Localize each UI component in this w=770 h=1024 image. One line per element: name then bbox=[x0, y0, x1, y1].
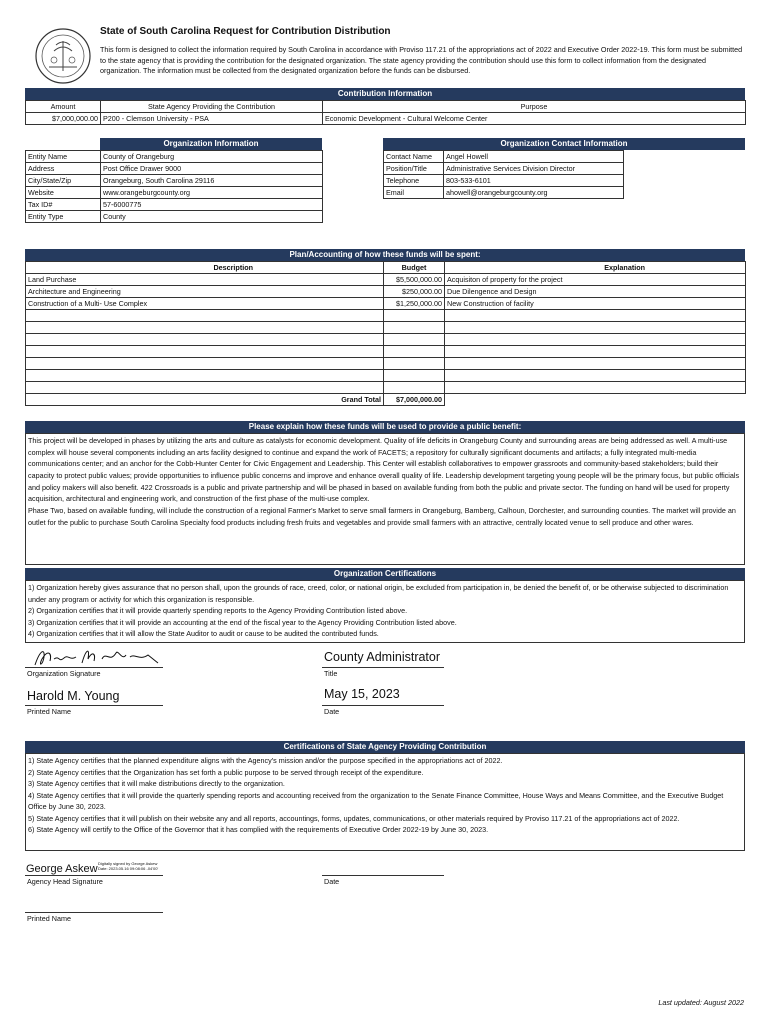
benefit-header: Please explain how these funds will be used to provide a public benefit: bbox=[25, 421, 745, 433]
table-row bbox=[26, 358, 746, 370]
org-value: 57-6000775 bbox=[101, 199, 323, 211]
title-line bbox=[322, 667, 444, 668]
printed-name-value: Harold M. Young bbox=[27, 689, 120, 703]
table-row bbox=[26, 346, 746, 358]
plan-header: Plan/Accounting of how these funds will be spent: bbox=[25, 249, 745, 261]
plan-table bbox=[25, 261, 746, 406]
date-value: May 15, 2023 bbox=[324, 687, 400, 701]
agency-cert-item: 1) State Agency certifies that the planned expenditure aligns with the Agency's mission and/or the purpose specified in the appropriations act of 2022. bbox=[28, 756, 503, 765]
agency-printed-name-line bbox=[25, 912, 163, 913]
title-label: Title bbox=[324, 669, 338, 678]
agency-cert-item: 4) State Agency certifies that it will provide the quarterly spending reports and accounting received from the organization to the Senate Finance Committee, House Ways and Means Committee, and the Executive Budget Office by June 30, 2023. bbox=[28, 790, 724, 812]
col-purpose: Purpose bbox=[323, 101, 746, 113]
plan-budget: $1,250,000.00 bbox=[384, 298, 445, 310]
title-value: County Administrator bbox=[324, 650, 441, 664]
contact-table bbox=[383, 150, 624, 199]
col-description: Description bbox=[26, 262, 384, 274]
plan-explanation bbox=[445, 370, 746, 382]
contact-value: Angel Howell bbox=[444, 151, 624, 163]
agency-cert-item: 3) State Agency certifies that it will make distributions directly to the organization. bbox=[28, 779, 285, 789]
agency-value: P200 - Clemson University - PSA bbox=[101, 113, 323, 125]
table-row bbox=[26, 322, 746, 334]
org-signature-label: Organization Signature bbox=[27, 669, 101, 678]
col-budget: Budget bbox=[384, 262, 445, 274]
contact-label: Position/Title bbox=[384, 163, 444, 175]
plan-description bbox=[26, 382, 384, 394]
org-label: City/State/Zip bbox=[26, 175, 101, 187]
agency-cert-box bbox=[25, 753, 745, 851]
plan-explanation bbox=[445, 334, 746, 346]
plan-budget bbox=[384, 382, 445, 394]
table-row bbox=[26, 298, 746, 310]
org-label: Website bbox=[26, 187, 101, 199]
contact-value: Administrative Services Division Director bbox=[444, 163, 624, 175]
state-seal-logo bbox=[34, 27, 92, 85]
plan-budget bbox=[384, 334, 445, 346]
agency-cert-header: Certifications of State Agency Providing Contribution bbox=[25, 741, 745, 753]
printed-name-line bbox=[25, 705, 163, 706]
org-value: Orangeburg, South Carolina 29116 bbox=[101, 175, 323, 187]
plan-explanation: Acquisiton of property for the project bbox=[445, 274, 746, 286]
org-label: Entity Name bbox=[26, 151, 101, 163]
plan-budget bbox=[384, 370, 445, 382]
plan-budget bbox=[384, 310, 445, 322]
date-line bbox=[322, 705, 444, 706]
organization-table bbox=[25, 150, 323, 223]
org-label: Tax ID# bbox=[26, 199, 101, 211]
org-label: Address bbox=[26, 163, 101, 175]
plan-description: Land Purchase bbox=[26, 274, 384, 286]
plan-description bbox=[26, 310, 384, 322]
org-value: Post Office Drawer 9000 bbox=[101, 163, 323, 175]
agency-printed-name-label: Printed Name bbox=[27, 914, 71, 923]
table-row bbox=[26, 382, 746, 394]
benefit-text-phase-two: Phase Two, based on available funding, will include the construction of a regional Farmer's Market to serve small farmers in Orangeburg, Bamberg, Calhoun, Dorchester, and surrounding counties. The market will provide an outlet for the public to purchase South Carolina Specialty food products including fresh fruits and vegetables and provide small farmers with an attractive, centrally located venue to sell produce and other wares. bbox=[28, 505, 736, 527]
table-row bbox=[26, 274, 746, 286]
plan-budget bbox=[384, 346, 445, 358]
plan-description bbox=[26, 334, 384, 346]
contact-label: Contact Name bbox=[384, 151, 444, 163]
org-value: www.orangeburgcounty.org bbox=[101, 187, 323, 199]
plan-explanation: Due Dilengence and Design bbox=[445, 286, 746, 298]
table-row bbox=[26, 334, 746, 346]
plan-budget: $250,000.00 bbox=[384, 286, 445, 298]
agency-date-line bbox=[322, 875, 444, 876]
last-updated: Last updated: August 2022 bbox=[658, 998, 744, 1007]
contact-label: Email bbox=[384, 187, 444, 199]
org-value: County bbox=[101, 211, 323, 223]
col-explanation: Explanation bbox=[445, 262, 746, 274]
agency-date-label: Date bbox=[324, 877, 340, 886]
grand-total-label: Grand Total bbox=[26, 394, 384, 406]
purpose-value: Economic Development - Cultural Welcome Center bbox=[323, 113, 746, 125]
table-row bbox=[26, 310, 746, 322]
agency-signature-name: George Askew bbox=[26, 863, 98, 875]
form-intro: This form is designed to collect the information required by South Carolina in accordance with Proviso 117.21 of the appropriations act of 2022 and Executive Order 2022-19. This form must be submitted to the state agency that is providing the contribution for the designated organization. The state agency providing the contribution should use this form to collect information from the designated organization. The information must be collected from the designated organization before the funds can be disbursed. bbox=[100, 44, 743, 76]
org-cert-header: Organization Certifications bbox=[25, 568, 745, 580]
agency-signature-line bbox=[25, 875, 163, 876]
contact-label: Telephone bbox=[384, 175, 444, 187]
org-cert-item: 1) Organization hereby gives assurance that no person shall, upon the grounds of race, creed, color, or national origin, be excluded from participation in, be denied the benefit of, or be otherwise subjected to discrimination under any program or activity for which this organization is responsible. bbox=[28, 583, 729, 604]
plan-description bbox=[26, 370, 384, 382]
org-signature-line bbox=[25, 667, 163, 668]
table-row bbox=[26, 370, 746, 382]
amount-value: $7,000,000.00 bbox=[26, 113, 101, 125]
agency-signature-label: Agency Head Signature bbox=[27, 877, 103, 886]
benefit-text-box bbox=[25, 433, 745, 565]
plan-explanation bbox=[445, 382, 746, 394]
plan-description: Construction of a Multi- Use Complex bbox=[26, 298, 384, 310]
plan-explanation bbox=[445, 346, 746, 358]
org-cert-box bbox=[25, 580, 745, 643]
agency-cert-item: 2) State Agency certifies that the Organization has set forth a public purpose to be served through receipt of the expenditure. bbox=[28, 767, 424, 777]
contact-header: Organization Contact Information bbox=[383, 138, 745, 150]
benefit-text: This project will be developed in phases by utilizing the arts and culture as catalysts for economic development. Quality of life deficits in Orangeburg County and surrounding areas are being addressed as well. A multi-use complex will house several components including an arts facility designed to continue and expand the work of FACETS; a repository for culturally significant documents and artifacts; a fully integrated multi-media communications center; and an anchor for the Cobb-Hunter Center for Civic Engagement and Leadership. This Center will establish collaboratives to empower grassroots and community-based stakeholders; build their capacity to protect public values; provide opportunities to influence public concerns and improve and enhance overall quality of life. Leadership development targeting young people will be the primary focus, but public officials and policy makers will also benefit. 422 Crossroads is a public and private partnership and will be phased in based on available funding from both the public and private sector. The funding on hand will be used for property acquisition, architectural and engineering work, and construction of the first phase of the multi-use complex. bbox=[28, 436, 740, 504]
grand-total-value: $7,000,000.00 bbox=[384, 394, 445, 406]
contribution-table bbox=[25, 100, 746, 125]
contribution-header: Contribution Information bbox=[25, 88, 745, 100]
plan-description: Architecture and Engineering bbox=[26, 286, 384, 298]
plan-budget bbox=[384, 322, 445, 334]
org-value: County of Orangeburg bbox=[101, 151, 323, 163]
org-cert-item: 4) Organization certifies that it will allow the State Auditor to audit or cause to be audited the contributed funds. bbox=[28, 629, 379, 639]
contact-value: 803-533-6101 bbox=[444, 175, 624, 187]
plan-budget bbox=[384, 358, 445, 370]
date-label: Date bbox=[324, 707, 340, 716]
plan-explanation: New Construction of facility bbox=[445, 298, 746, 310]
organization-header: Organization Information bbox=[100, 138, 322, 150]
plan-explanation bbox=[445, 310, 746, 322]
col-amount: Amount bbox=[26, 101, 101, 113]
table-row bbox=[26, 286, 746, 298]
plan-budget: $5,500,000.00 bbox=[384, 274, 445, 286]
org-cert-item: 2) Organization certifies that it will provide quarterly spending reports to the Agency Providing Contribution listed above. bbox=[28, 606, 408, 616]
agency-cert-item: 6) State Agency will certify to the Office of the Governor that it has complied with the requirements of Executive Order 2022-19 by June 30, 2023. bbox=[28, 825, 489, 835]
plan-explanation bbox=[445, 358, 746, 370]
plan-description bbox=[26, 358, 384, 370]
agency-cert-item: 5) State Agency certifies that it will publish on their website any and all reports, accountings, forms, updates, communications, or other materials required by Proviso 117.21 of the appropriations act of 2022. bbox=[28, 813, 680, 823]
plan-explanation bbox=[445, 322, 746, 334]
plan-description bbox=[26, 322, 384, 334]
plan-description bbox=[26, 346, 384, 358]
printed-name-label: Printed Name bbox=[27, 707, 71, 716]
org-cert-item: 3) Organization certifies that it will provide an accounting at the end of the fiscal year to the Agency Providing Contribution listed above. bbox=[28, 617, 457, 627]
col-agency: State Agency Providing the Contribution bbox=[101, 101, 323, 113]
form-title: State of South Carolina Request for Contribution Distribution bbox=[100, 26, 391, 37]
contact-value: ahowell@orangeburgcounty.org bbox=[444, 187, 624, 199]
digital-signature-note: Digitally signed by George Askew Date: 2023.05.16 09:08:06 -04'00' bbox=[98, 861, 159, 872]
org-label: Entity Type bbox=[26, 211, 101, 223]
